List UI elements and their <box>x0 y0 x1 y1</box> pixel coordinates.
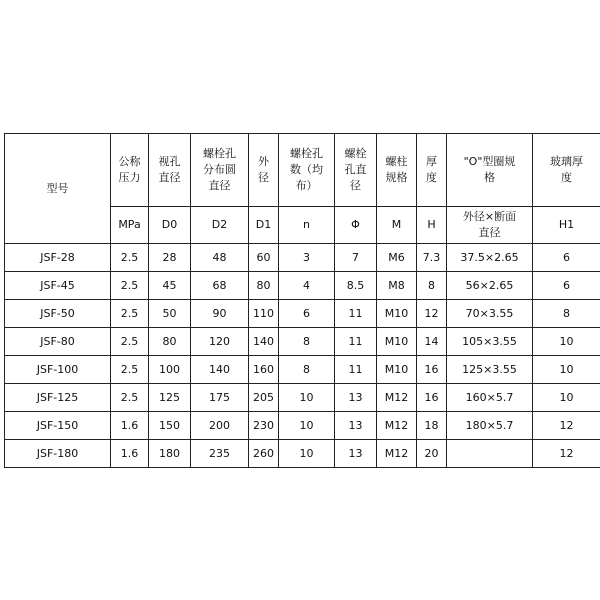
cell-bolt-count: 10 <box>279 412 335 440</box>
cell-outer-diameter: 205 <box>249 384 279 412</box>
cell-thickness: 16 <box>417 384 447 412</box>
cell-stud-spec: M10 <box>377 328 417 356</box>
cell-bolt-count: 4 <box>279 272 335 300</box>
cell-stud-spec: M12 <box>377 412 417 440</box>
cell-oring-spec: 37.5×2.65 <box>447 244 533 272</box>
cell-pressure: 2.5 <box>111 328 149 356</box>
header-oring-spec: "O"型圈规 格 <box>447 134 533 207</box>
unit-pressure: MPa <box>111 207 149 244</box>
cell-outer-diameter: 110 <box>249 300 279 328</box>
cell-bolt-circle: 120 <box>191 328 249 356</box>
table-row <box>5 356 600 384</box>
cell-pressure: 2.5 <box>111 244 149 272</box>
cell-bolt-hole-diameter: 13 <box>335 440 377 468</box>
unit-thickness: H <box>417 207 447 244</box>
cell-bolt-circle: 140 <box>191 356 249 384</box>
unit-sight-diameter: D0 <box>149 207 191 244</box>
cell-model: JSF-150 <box>5 412 111 440</box>
cell-thickness: 18 <box>417 412 447 440</box>
cell-oring-spec: 180×5.7 <box>447 412 533 440</box>
cell-sight-diameter: 50 <box>149 300 191 328</box>
cell-sight-diameter: 28 <box>149 244 191 272</box>
cell-thickness: 14 <box>417 328 447 356</box>
cell-outer-diameter: 60 <box>249 244 279 272</box>
cell-bolt-hole-diameter: 13 <box>335 412 377 440</box>
unit-glass-thickness: H1 <box>533 207 600 244</box>
cell-bolt-count: 10 <box>279 440 335 468</box>
cell-sight-diameter: 125 <box>149 384 191 412</box>
cell-oring-spec: 160×5.7 <box>447 384 533 412</box>
cell-bolt-circle: 90 <box>191 300 249 328</box>
table-row <box>5 412 600 440</box>
cell-outer-diameter: 80 <box>249 272 279 300</box>
cell-glass-thickness: 12 <box>533 440 600 468</box>
cell-bolt-count: 8 <box>279 328 335 356</box>
cell-model: JSF-45 <box>5 272 111 300</box>
header-row <box>5 134 600 207</box>
cell-thickness: 7.3 <box>417 244 447 272</box>
cell-thickness: 12 <box>417 300 447 328</box>
table-row <box>5 272 600 300</box>
table-row <box>5 328 600 356</box>
cell-glass-thickness: 6 <box>533 272 600 300</box>
cell-bolt-hole-diameter: 7 <box>335 244 377 272</box>
header-thickness: 厚 度 <box>417 134 447 207</box>
header-pressure: 公称 压力 <box>111 134 149 207</box>
cell-outer-diameter: 230 <box>249 412 279 440</box>
cell-sight-diameter: 45 <box>149 272 191 300</box>
cell-bolt-circle: 68 <box>191 272 249 300</box>
cell-glass-thickness: 8 <box>533 300 600 328</box>
cell-stud-spec: M12 <box>377 440 417 468</box>
cell-oring-spec <box>447 440 533 468</box>
cell-sight-diameter: 150 <box>149 412 191 440</box>
cell-bolt-circle: 175 <box>191 384 249 412</box>
table-body <box>5 244 600 468</box>
header-outer-diameter: 外 径 <box>249 134 279 207</box>
cell-model: JSF-80 <box>5 328 111 356</box>
unit-outer-diameter: D1 <box>249 207 279 244</box>
cell-bolt-hole-diameter: 13 <box>335 384 377 412</box>
cell-thickness: 16 <box>417 356 447 384</box>
cell-bolt-hole-diameter: 8.5 <box>335 272 377 300</box>
cell-bolt-count: 6 <box>279 300 335 328</box>
cell-stud-spec: M12 <box>377 384 417 412</box>
unit-bolt-count: n <box>279 207 335 244</box>
cell-bolt-circle: 235 <box>191 440 249 468</box>
cell-bolt-count: 8 <box>279 356 335 384</box>
cell-glass-thickness: 10 <box>533 384 600 412</box>
header-glass-thickness: 玻璃厚 度 <box>533 134 600 207</box>
cell-sight-diameter: 100 <box>149 356 191 384</box>
cell-oring-spec: 105×3.55 <box>447 328 533 356</box>
header-bolt-circle: 螺栓孔 分布圆 直径 <box>191 134 249 207</box>
cell-oring-spec: 125×3.55 <box>447 356 533 384</box>
cell-thickness: 20 <box>417 440 447 468</box>
cell-glass-thickness: 12 <box>533 412 600 440</box>
cell-bolt-count: 10 <box>279 384 335 412</box>
cell-pressure: 2.5 <box>111 356 149 384</box>
header-model: 型号 <box>5 134 111 244</box>
table-row <box>5 440 600 468</box>
cell-model: JSF-50 <box>5 300 111 328</box>
cell-outer-diameter: 140 <box>249 328 279 356</box>
cell-pressure: 2.5 <box>111 272 149 300</box>
header-sight-diameter: 视孔 直径 <box>149 134 191 207</box>
cell-pressure: 2.5 <box>111 384 149 412</box>
cell-glass-thickness: 10 <box>533 328 600 356</box>
cell-pressure: 1.6 <box>111 440 149 468</box>
cell-model: JSF-28 <box>5 244 111 272</box>
cell-stud-spec: M6 <box>377 244 417 272</box>
cell-model: JSF-125 <box>5 384 111 412</box>
table-row <box>5 300 600 328</box>
header-bolt-hole-diameter: 螺栓 孔直 径 <box>335 134 377 207</box>
cell-oring-spec: 70×3.55 <box>447 300 533 328</box>
cell-outer-diameter: 260 <box>249 440 279 468</box>
unit-oring-spec: 外径×断面 直径 <box>447 207 533 244</box>
cell-sight-diameter: 80 <box>149 328 191 356</box>
unit-bolt-circle: D2 <box>191 207 249 244</box>
cell-glass-thickness: 10 <box>533 356 600 384</box>
cell-thickness: 8 <box>417 272 447 300</box>
header-stud-spec: 螺柱 规格 <box>377 134 417 207</box>
spec-table <box>4 133 600 468</box>
cell-sight-diameter: 180 <box>149 440 191 468</box>
cell-outer-diameter: 160 <box>249 356 279 384</box>
cell-oring-spec: 56×2.65 <box>447 272 533 300</box>
table-row <box>5 384 600 412</box>
cell-pressure: 1.6 <box>111 412 149 440</box>
cell-stud-spec: M10 <box>377 300 417 328</box>
table-row <box>5 244 600 272</box>
cell-stud-spec: M8 <box>377 272 417 300</box>
cell-bolt-hole-diameter: 11 <box>335 328 377 356</box>
cell-bolt-count: 3 <box>279 244 335 272</box>
cell-model: JSF-180 <box>5 440 111 468</box>
cell-stud-spec: M10 <box>377 356 417 384</box>
cell-glass-thickness: 6 <box>533 244 600 272</box>
cell-model: JSF-100 <box>5 356 111 384</box>
cell-bolt-hole-diameter: 11 <box>335 300 377 328</box>
unit-stud-spec: M <box>377 207 417 244</box>
cell-pressure: 2.5 <box>111 300 149 328</box>
cell-bolt-circle: 48 <box>191 244 249 272</box>
unit-bolt-hole-diameter: Φ <box>335 207 377 244</box>
cell-bolt-circle: 200 <box>191 412 249 440</box>
cell-bolt-hole-diameter: 11 <box>335 356 377 384</box>
header-bolt-count: 螺栓孔 数（均 布） <box>279 134 335 207</box>
